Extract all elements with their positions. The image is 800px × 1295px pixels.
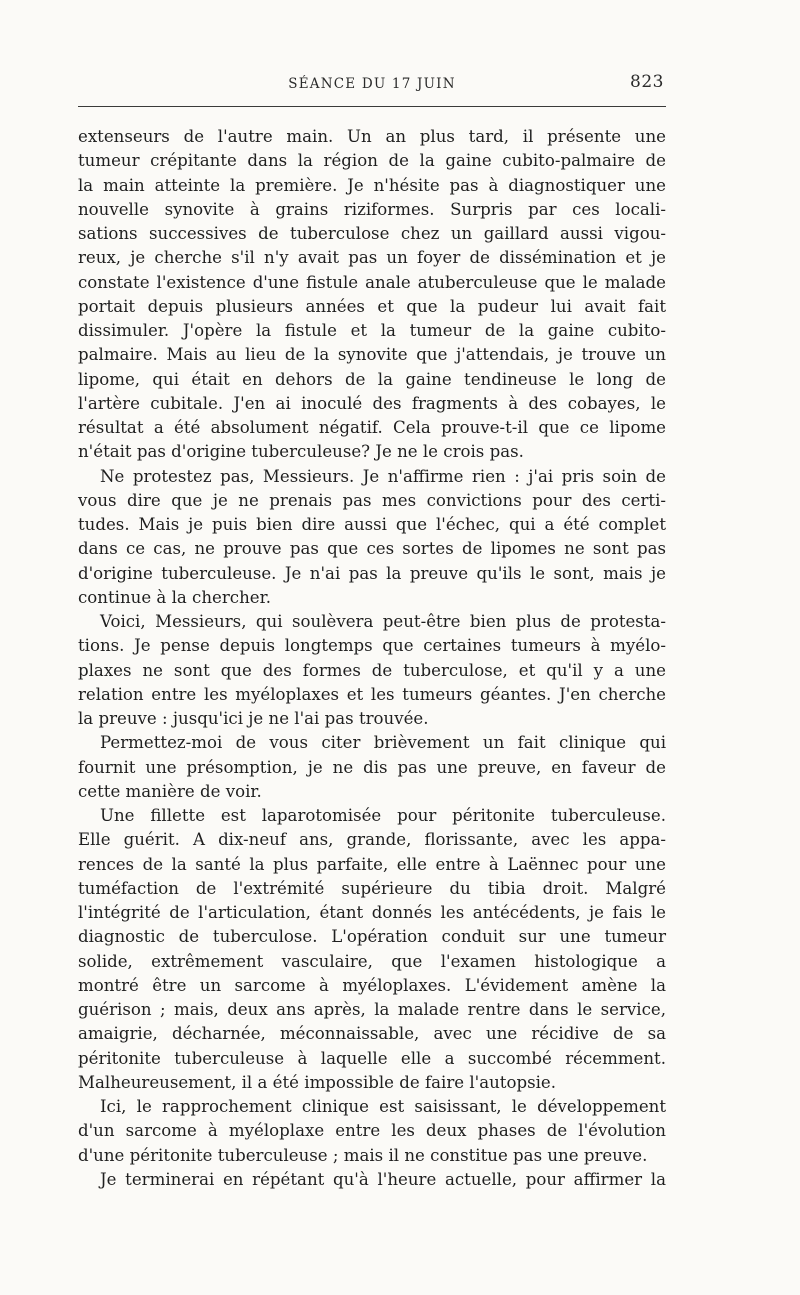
text-line: amaigrie, décharnée, méconnaissable, avec une récidive de sa — [78, 1024, 666, 1044]
page-number: 823 — [630, 72, 664, 92]
text-line: vous dire que je ne prenais pas mes convictions pour des certi- — [78, 490, 666, 510]
text-line: dissimuler. J'opère la fistule et la tumeur de la gaine cubito- — [78, 321, 666, 340]
text-line: palmaire. Mais au lieu de la synovite que j'attendais, je trouve un — [78, 345, 666, 365]
text-line: diagnostic de tuberculose. L'opération conduit sur une tumeur — [78, 927, 666, 947]
text-line: l'artère cubitale. J'en ai inoculé des fragments à des cobayes, le — [78, 393, 666, 413]
text-line: résultat a été absolument négatif. Cela prouve-t-il que ce lipome — [78, 418, 666, 437]
text-line: guérison ; mais, deux ans après, la malade rentre dans le service, — [78, 1000, 666, 1019]
header-rule — [78, 106, 666, 107]
running-head: SÉANCE DU 17 JUIN — [288, 76, 456, 92]
text-line: dans ce cas, ne prouve pas que ces sortes de lipomes ne sont pas — [78, 539, 666, 559]
text-line: extenseurs de l'autre main. Un an plus tard, il présente une — [78, 127, 666, 146]
text-line: Elle guérit. A dix-neuf ans, grande, florissante, avec les appa- — [78, 830, 666, 850]
text-line: sations successives de tuberculose chez un gaillard aussi vigou- — [78, 224, 666, 243]
text-line: Malheureusement, il a été impossible de faire l'autopsie. — [78, 1072, 557, 1092]
text-line: d'origine tuberculeuse. Je n'ai pas la preuve qu'ils le sont, mais je — [78, 563, 666, 583]
text-line: n'était pas d'origine tuberculeuse? Je ne le crois pas. — [78, 442, 524, 462]
text-line: fournit une présomption, je ne dis pas une preuve, en faveur de — [78, 757, 666, 777]
paragraph-start-line: Voici, Messieurs, qui soulèvera peut-être bien plus de protesta- — [100, 612, 666, 631]
paragraph-start-line: Une fillette est laparotomisée pour péritonite tuberculeuse. — [100, 806, 666, 825]
text-line: relation entre les myéloplaxes et les tumeurs géantes. J'en cherche — [78, 684, 666, 704]
text-line: tions. Je pense depuis longtemps que certaines tumeurs à myélo- — [78, 636, 666, 656]
text-line: nouvelle synovite à grains riziformes. Surpris par ces locali- — [78, 199, 666, 219]
text-line: d'une péritonite tuberculeuse ; mais il ne constitue pas une preuve. — [78, 1145, 648, 1165]
body-text — [78, 125, 666, 1192]
text-line: d'un sarcome à myéloplaxe entre les deux phases de l'évolution — [78, 1121, 666, 1141]
text-line: la preuve : jusqu'ici je ne l'ai pas trouvée. — [78, 709, 429, 728]
text-line: lipome, qui était en dehors de la gaine tendineuse le long de — [78, 369, 666, 389]
text-line: montré être un sarcome à myéloplaxes. L'évidement amène la — [78, 975, 666, 995]
text-line: solide, extrêmement vasculaire, que l'examen histologique a — [78, 951, 666, 971]
paragraph-start-line: Ici, le rapprochement clinique est saisissant, le développement — [100, 1097, 666, 1116]
text-line: tumeur crépitante dans la région de la gaine cubito-palmaire de — [78, 151, 666, 171]
text-line: l'intégrité de l'articulation, étant donnés les antécédents, je fais le — [78, 903, 666, 922]
text-line: tudes. Mais je puis bien dire aussi que l'échec, qui a été complet — [78, 515, 666, 534]
text-line: continue à la chercher. — [78, 587, 271, 607]
page-header — [78, 72, 666, 98]
text-line: reux, je cherche s'il n'y avait pas un foyer de dissémination et je — [78, 248, 666, 268]
text-line: portait depuis plusieurs années et que la pudeur lui avait fait — [78, 296, 666, 316]
text-line: péritonite tuberculeuse à laquelle elle a succombé récemment. — [78, 1048, 666, 1068]
text-line: tuméfaction de l'extrémité supérieure du tibia droit. Malgré — [78, 878, 666, 898]
paragraph-start-line: Ne protestez pas, Messieurs. Je n'affirme rien : j'ai pris soin de — [100, 466, 666, 486]
text-line: constate l'existence d'une fistule anale atuberculeuse que le malade — [78, 272, 666, 292]
paragraph-start-line: Je terminerai en répétant qu'à l'heure actuelle, pour affirmer la — [100, 1169, 666, 1189]
text-line: rences de la santé la plus parfaite, elle entre à Laënnec pour une — [78, 854, 666, 874]
text-line: cette manière de voir. — [78, 781, 262, 801]
paragraph-start-line: Permettez-moi de vous citer brièvement un fait clinique qui — [100, 733, 666, 753]
text-line: plaxes ne sont que des formes de tuberculose, et qu'il y a une — [78, 660, 666, 680]
text-line: la main atteinte la première. Je n'hésite pas à diagnostiquer une — [78, 175, 666, 195]
